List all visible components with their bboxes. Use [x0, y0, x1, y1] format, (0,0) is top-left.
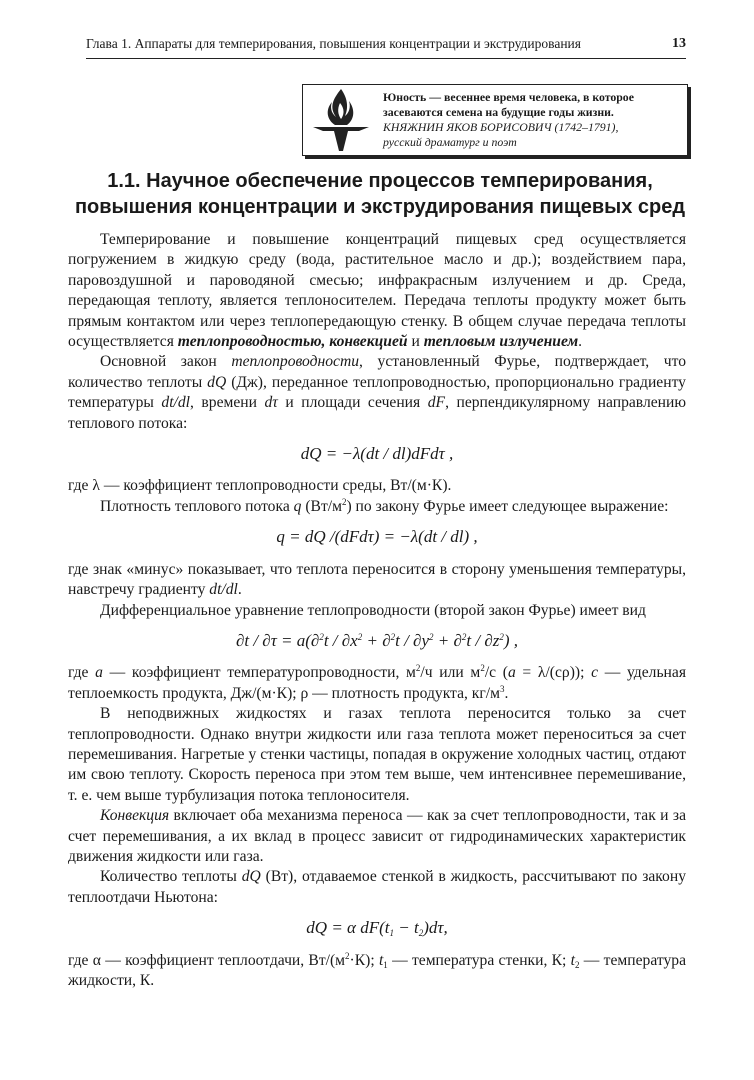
paragraph-6: Дифференциальное уравнение теплопроводности (второй закон Фурье) имеет вид	[100, 601, 646, 619]
epigraph-author: КНЯЖНИН ЯКОВ БОРИСОВИЧ (1742–1791),	[383, 120, 619, 134]
paragraph-7: где a — коэффициент температуропроводности, $м^2/ч$ или $м^2/с$ (a = λ/(cρ)); c — удельная теплоемкость продукта, Дж/(м·К); ρ — плотность продукта, $кг/м^3$.	[68, 663, 686, 702]
epigraph-box	[302, 84, 688, 156]
epigraph-quote-line2: засеваются семена на будущие годы жизни.	[383, 105, 614, 119]
formula-fourier-law: dQ = −λ(dt / dl)dFdτ ,	[300, 444, 454, 464]
formula-newton-law: dQ = α $dF(t_1 - t_2)d\tau$,	[306, 918, 448, 939]
paragraph-3: где λ — коэффициент теплопроводности среды, Вт/(м·К).	[68, 477, 452, 495]
section-title	[60, 168, 700, 220]
paragraph-5: где знак «минус» показывает, что теплота переносится в сторону уменьшения температуры, навстречу градиенту dt/dl.	[68, 560, 686, 599]
body-text	[68, 230, 686, 991]
page-number: 13	[672, 36, 686, 51]
section-title-line2: повышения концентрации и экструдирования пищевых сред	[74, 196, 686, 218]
formula-heat-flux-density: q = dQ /(dFdτ) = −λ(dt / dl) ,	[276, 527, 478, 547]
paragraph-8: В неподвижных жидкостях и газах теплота переносится только за счет теплопроводности. Однако внутри жидкости или газа теплота может переноситься за счет перемешивания. Нагретые у стенки частицы, попадая в окружение холодных частиц, отдают им свою теплоту. Скорость переноса при этом тем выше, чем интенсивнее перемешивание, т. е. чем выше турбулизация потока теплоносителя.	[68, 705, 686, 804]
header-rule	[86, 58, 686, 59]
epigraph-quote-line1: Юность — весеннее время человека, в которое	[383, 90, 634, 104]
paragraph-10: Количество теплоты dQ (Вт), отдаваемое стенкой в жидкость, рассчитывают по закону теплоотдачи Ньютона:	[68, 868, 686, 906]
torch-flame-icon	[303, 85, 379, 155]
running-header	[86, 36, 686, 52]
paragraph-9: Конвекция включает оба механизма переноса — как за счет теплопроводности, так и за счет перемешивания, а их вклад в процесс зависит от гидродинамических характеристик движения жидкости или газа.	[68, 807, 686, 865]
epigraph-author-role: русский драматург и поэт	[383, 135, 517, 149]
section-title-line1: 1.1. Научное обеспечение процессов темперирования,	[107, 170, 653, 192]
chapter-title: Глава 1. Аппараты для темперирования, повышения концентрации и экструдирования	[86, 36, 581, 51]
paragraph-1: Темперирование и повышение концентраций пищевых сред осуществляется погружением в жидкую среду (вода, растительное масло и др.); воздействием пара, паровоздушной и пароводяной смесью; инфракрасным излучением и др. Среда, передающая теплоту, является теплоносителем. Передача теплоты продукту может быть прямым контактом или через теплопередающую стенку. В общем случае передача теплоты осуществляется теплопроводностью, конвекцией и тепловым излучением.	[68, 231, 686, 351]
formula-heat-equation: $\partial t / \partial\tau = a(\partial^2t / \partial x^2 + \partial^2t / \partial y^2 + \partial^2t / \partial z^2)$ ,	[235, 630, 519, 650]
paragraph-4: Плотность теплового потока q $(Вт/м^2)$ по закону Фурье имеет следующее выражение:	[100, 496, 669, 515]
paragraph-2: Основной закон теплопроводности, установленный Фурье, подтверждает, что количество теплоты dQ (Дж), переданное теплопроводностью, пропорционально градиенту температуры dt/dl, времени dτ и площади сечения dF, перпендикулярному направлению теплового потока:	[68, 353, 687, 432]
paragraph-11: где α — коэффициент теплоотдачи, $Вт/(м^2\cdot К)$; $t_1$ — температура стенки, К; $t_2$ — температура жидкости, К.	[68, 950, 686, 989]
epigraph-text	[379, 90, 634, 150]
